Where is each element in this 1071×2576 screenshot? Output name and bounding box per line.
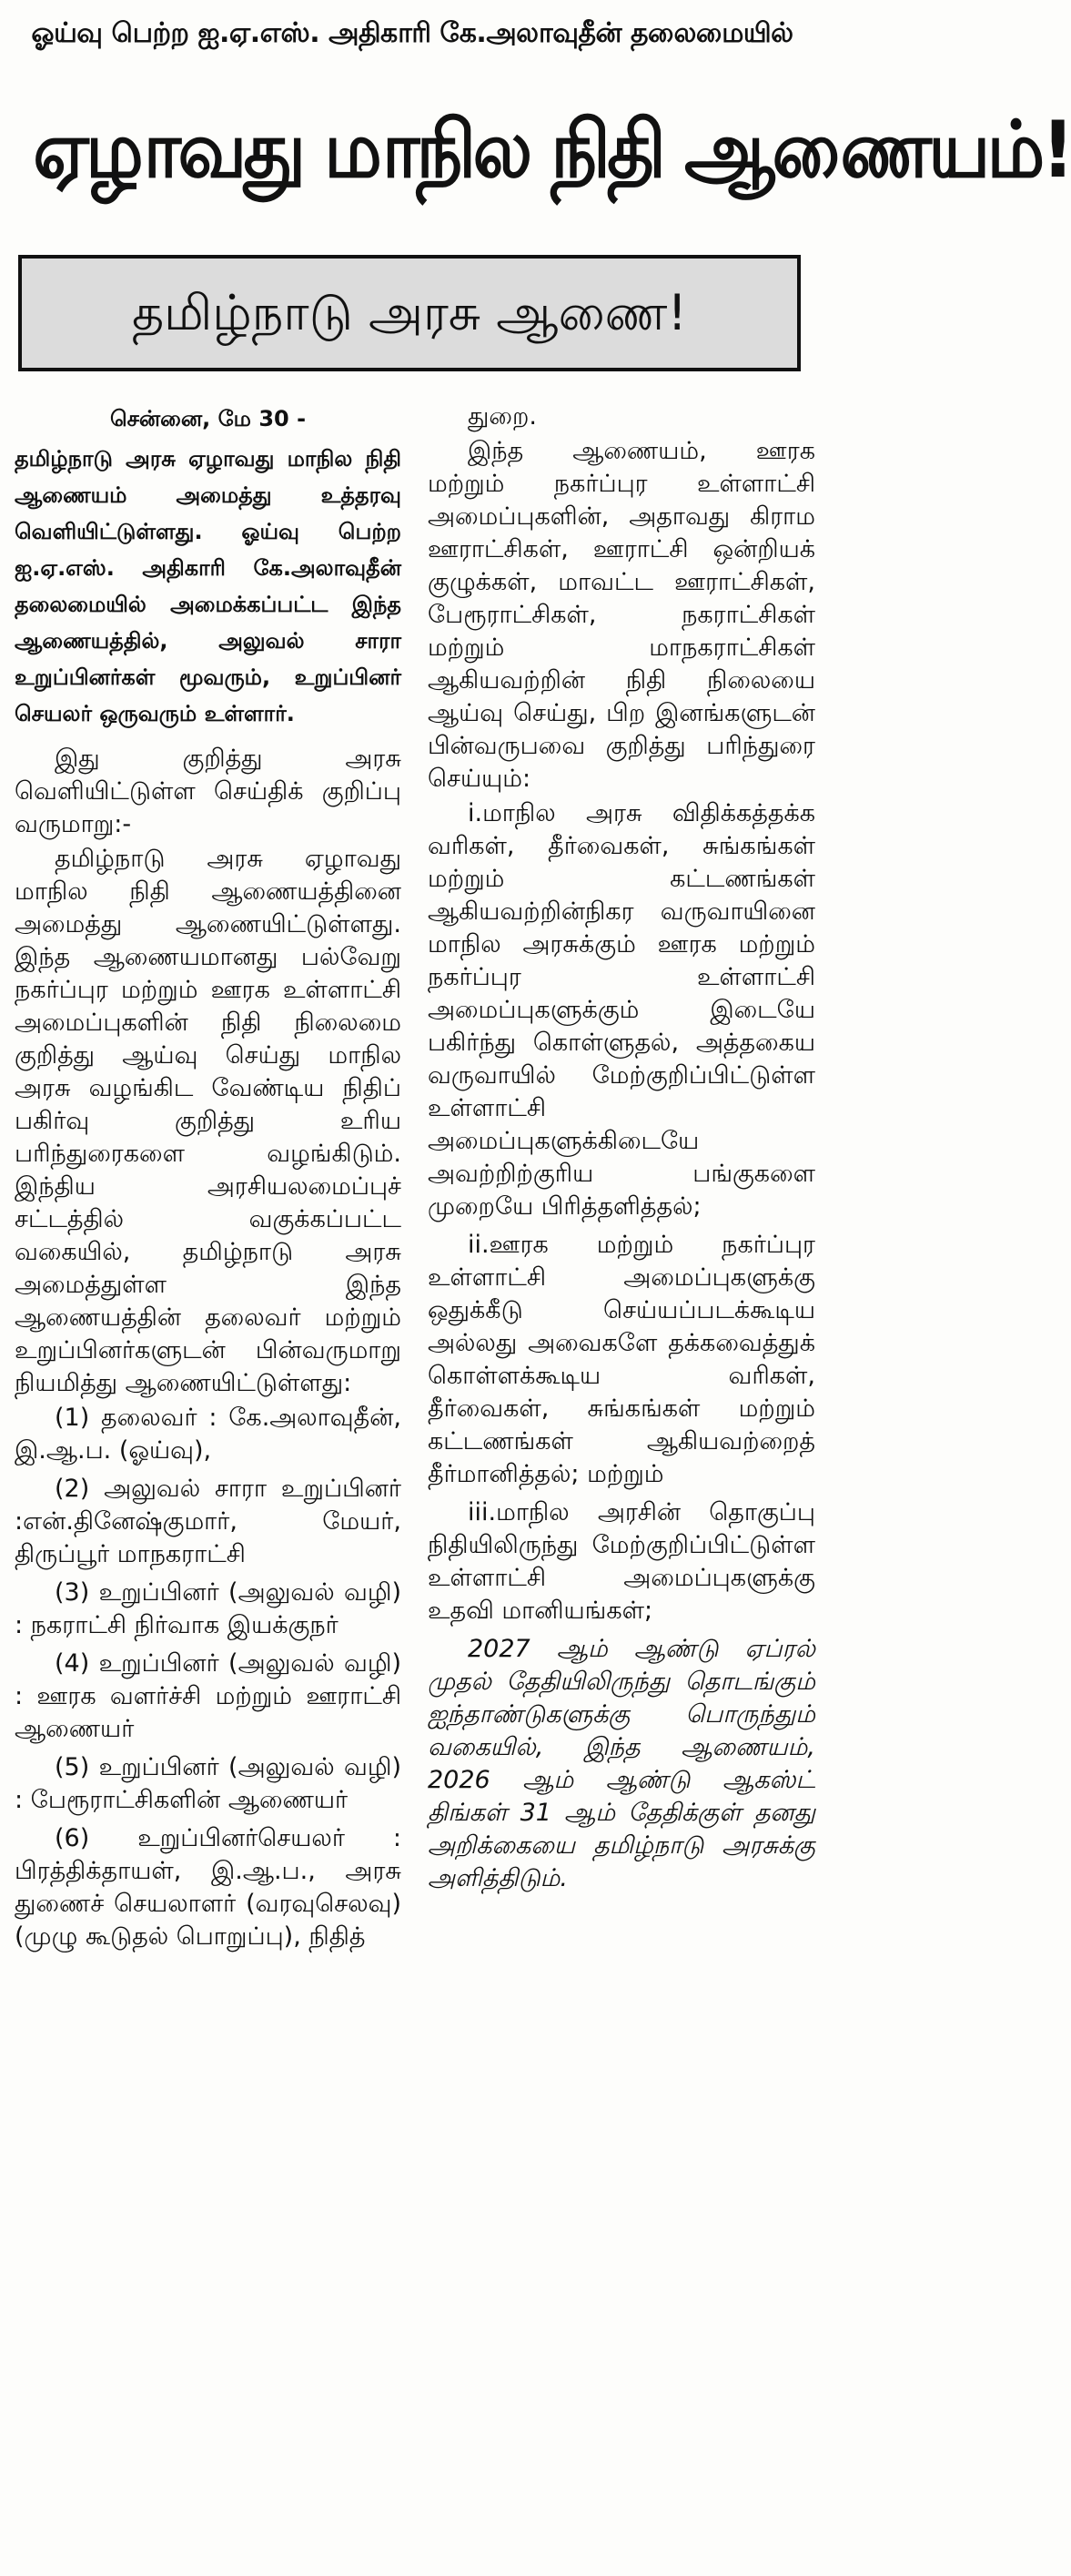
member-item: (3) உறுப்பினர் (அலுவல் வழி) : நகராட்சி நிர்வாக இயக்குநர்	[15, 1578, 401, 1639]
paragraph: தமிழ்நாடு அரசு ஏழாவது மாநில நிதி ஆணையத்தினை அமைத்து ஆணையிட்டுள்ளது. இந்த ஆணையமானது பல்வேறு நகர்ப்புர மற்றும் ஊரக உள்ளாட்சி அமைப்புகளின் நிதி நிலைமை குறித்து ஆய்வு செய்து மாநில அரசு வழங்கிட வேண்டிய நிதிப் பகிர்வு குறித்து உரிய பரிந்துரைகளை வழங்கிடும். இந்திய அரசியலமைப்புச் சட்டத்தில் வகுக்கப்பட்ட வகையில், தமிழ்நாடு அரசு அமைத்துள்ள இந்த ஆணையத்தின் தலைவர் மற்றும் உறுப்பினர்களுடன் பின்வருமாறு நியமித்து ஆணையிட்டுள்ளது:	[15, 845, 401, 1397]
lead-paragraph	[15, 401, 401, 732]
member-item: (5) உறுப்பினர் (அலுவல் வழி) : பேரூராட்சிகளின் ஆணையர்	[15, 1753, 401, 1814]
clause-i: i.மாநில அரசு விதிக்கத்தக்க வரிகள், தீர்வைகள், சுங்கங்கள் மற்றும் கட்டணங்கள் ஆகியவற்றின்நிகர வருவாயினை மாநில அரசுக்கும் ஊரக மற்றும் நகர்ப்புர உள்ளாட்சி அமைப்புகளுக்கும் இடையே பகிர்ந்து கொள்ளுதல், அத்தகைய வருவாயில் மேற்குறிப்பிட்டுள்ள உள்ளாட்சி அமைப்புகளுக்கிடையே அவற்றிற்குரிய பங்குகளை முறையே பிரித்தளித்தல்;	[428, 799, 815, 1221]
kicker: ஓய்வு பெற்ற ஐ.ஏ.எஸ். அதிகாரி கே.அலாவுதீன் தலைமையில்	[31, 17, 793, 49]
member-item: (6) உறுப்பினர்செயலர் : பிரத்திக்தாயள், இ.ஆ.ப., அரசு துணைச் செயலாளர் (வரவுசெலவு) (முழு கூடுதல் பொறுப்பு), நிதித்	[15, 1824, 401, 1951]
closing-paragraph: 2027 ஆம் ஆண்டு ஏப்ரல் முதல் தேதியிலிருந்து தொடங்கும் ஐந்தாண்டுகளுக்கு பொருந்தும் வகையில், இந்த ஆணையம், 2026 ஆம் ஆண்டு ஆகஸ்ட் திங்கள் 31 ஆம் தேதிக்குள் தனது அறிக்கையை தமிழ்நாடு அரசுக்கு அளித்திடும்.	[428, 1635, 815, 1892]
clause-iii: iii.மாநில அரசின் தொகுப்பு நிதியிலிருந்து மேற்குறிப்பிட்டுள்ள உள்ளாட்சி அமைப்புகளுக்கு உதவி மானியங்கள்;	[428, 1498, 815, 1625]
dateline: சென்னை, மே 30 -	[109, 406, 307, 431]
left-column	[15, 401, 401, 1959]
paragraph: இந்த ஆணையம், ஊரக மற்றும் நகர்ப்புர உள்ளாட்சி அமைப்புகளின், அதாவது கிராம ஊராட்சிகள், ஊராட்சி ஒன்றியக் குழுக்கள், மாவட்ட ஊராட்சிகள், பேரூராட்சிகள், நகராட்சிகள் மற்றும் மாநகராட்சிகள் ஆகியவற்றின் நிதி நிலையை ஆய்வு செய்து, பிற இனங்களுடன் பின்வருபவை குறித்து பரிந்துரை செய்யும்:	[428, 437, 815, 793]
member-item: (4) உறுப்பினர் (அலுவல் வழி) : ஊரக வளர்ச்சி மற்றும் ஊராட்சி ஆணையர்	[15, 1649, 401, 1743]
right-column	[428, 401, 815, 1897]
lead-text: தமிழ்நாடு அரசு ஏழாவது மாநில நிதி ஆணையம் அமைத்து உத்தரவு வெளியிட்டுள்ளது. ஓய்வு பெற்ற ஐ.ஏ.எஸ். அதிகாரி கே.அலாவுதீன் தலைமையில் அமைக்கப்பட்ட இந்த ஆணையத்தில், அலுவல் சாரா உறுப்பினர்கள் மூவரும், உறுப்பினர் செயலர் ஒருவரும் உள்ளார்.	[15, 446, 401, 726]
subheadline: தமிழ்நாடு அரசு ஆணை!	[131, 284, 688, 341]
continuation-text: துறை.	[468, 402, 537, 431]
clause-ii: ii.ஊரக மற்றும் நகர்ப்புர உள்ளாட்சி அமைப்புகளுக்கு ஒதுக்கீடு செய்யப்படக்கூடிய அல்லது அவைகளே தக்கவைத்துக் கொள்ளக்கூடிய வரிகள், தீர்வைகள், சுங்கங்கள் மற்றும் கட்டணங்கள் ஆகியவற்றைத் தீர்மானித்தல்; மற்றும்	[428, 1231, 815, 1488]
member-item: (1) தலைவர் : கே.அலாவுதீன், இ.ஆ.ப. (ஓய்வு),	[15, 1404, 401, 1465]
paragraph: இது குறித்து அரசு வெளியிட்டுள்ள செய்திக் குறிப்பு வருமாறு:-	[15, 745, 401, 838]
member-item: (2) அலுவல் சாரா உறுப்பினர் :என்.தினேஷ்குமார், மேயர், திருப்பூர் மாநகராட்சி	[15, 1475, 401, 1568]
subheadline-box	[18, 255, 801, 371]
headline: ஏழாவது மாநில நிதி ஆணையம்!	[33, 105, 1071, 196]
